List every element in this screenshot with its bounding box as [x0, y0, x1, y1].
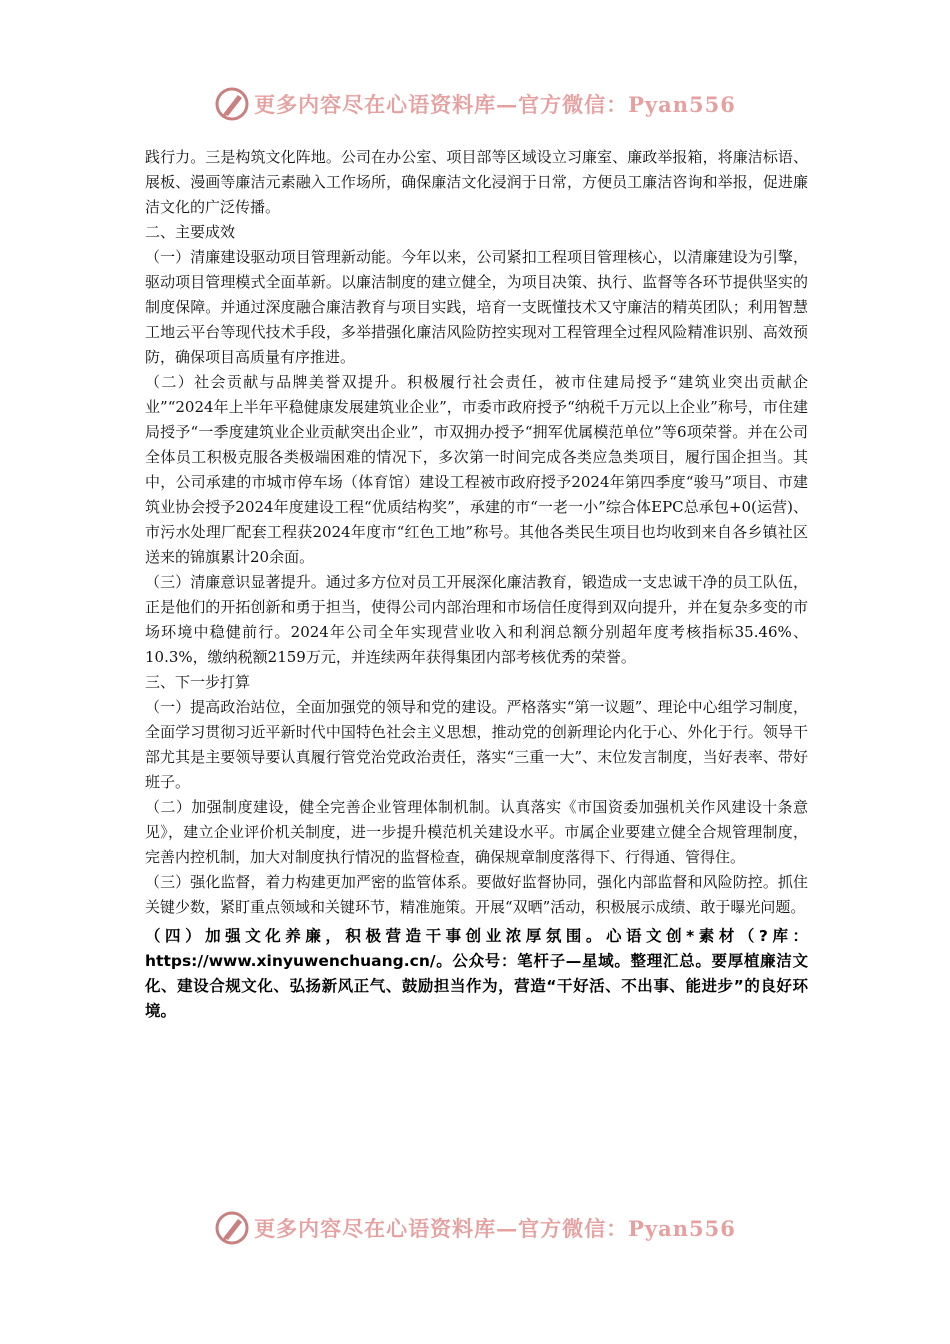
- watermark-text: 更多内容尽在心语资料库—官方微信：Pyan556: [254, 1216, 736, 1241]
- paragraph-bold: （四）加强文化养廉，积极营造干事创业浓厚氛围。心语文创*素材（?库：https://www.xinyuwenchuang.cn/。公众号：笔杆子—星域。整理汇总。要厚植廉洁文化、建设合规文化、弘扬新风正气、鼓励担当作为，营造“干好活、不出事、能进步”的良好环境。: [145, 927, 808, 1020]
- paragraph: （一）清廉建设驱动项目管理新动能。今年以来，公司紧扣工程项目管理核心，以清廉建设为引擎，驱动项目管理模式全面革新。以廉洁制度的建立健全，为项目决策、执行、监督等各环节提供坚实的制度保障。并通过深度融合廉洁教育与项目实践，培育一支既懂技术又守廉洁的精英团队；利用智慧工地云平台等现代技术手段，多举措强化廉洁风险防控实现对工程管理全过程风险精准识别、高效预防，确保项目高质量有序推进。: [145, 248, 808, 366]
- paragraph: 践行力。三是构筑文化阵地。公司在办公室、项目部等区域设立习廉室、廉政举报箱，将廉洁标语、展板、漫画等廉洁元素融入工作场所，确保廉洁文化浸润于日常，方便员工廉洁咨询和举报，促进廉洁文化的广泛传播。: [145, 148, 808, 216]
- paragraph: （二）社会贡献与品牌美誉双提升。积极履行社会责任，被市住建局授予“建筑业突出贡献企业”“2024年上半年平稳健康发展建筑业企业”，市委市政府授予“纳税千万元以上企业”称号，市住建局授予“一季度建筑业企业贡献突出企业”，市双拥办授予“拥军优属模范单位”等6项荣誉。并在公司全体员工积极克服各类极端困难的情况下，多次第一时间完成各类应急类项目，履行国企担当。其中，公司承建的市城市停车场（体育馆）建设工程被市政府授予2024年第四季度“骏马”项目、市建筑业协会授予2024年度建设工程“优质结构奖”，承建的市“一老一小”综合体EPC总承包+0(运营)、市污水处理厂配套工程获2024年度市“红色工地”称号。其他各类民生项目也均收到来自各乡镇社区送来的锦旗累计20余面。: [145, 373, 808, 566]
- watermark-text: 更多内容尽在心语资料库—官方微信：Pyan556: [254, 92, 736, 117]
- paragraph: （三）清廉意识显著提升。通过多方位对员工开展深化廉洁教育，锻造成一支忠诚干净的员工队伍，正是他们的开拓创新和勇于担当，使得公司内部治理和市场信任度得到双向提升，并在复杂多变的市场环境中稳健前行。2024年公司全年实现营业收入和利润总额分别超年度考核指标35.46%、10.3%，缴纳税额2159万元，并连续两年获得集团内部考核优秀的荣誉。: [145, 573, 808, 666]
- section-heading: 三、下一步打算: [145, 673, 251, 691]
- paragraph: （三）强化监督，着力构建更加严密的监管体系。要做好监督协同，强化内部监督和风险防控。抓住关键少数，紧盯重点领域和关键环节，精准施策。开展“双晒”活动，积极展示成绩、敢于曝光问题。: [145, 873, 808, 916]
- footer-watermark-banner: [0, 1206, 950, 1250]
- pen-circle-logo-icon: [214, 1210, 250, 1246]
- header-watermark-banner: [0, 82, 950, 126]
- pen-circle-logo-icon: [214, 86, 250, 122]
- section-heading: 二、主要成效: [145, 223, 236, 241]
- document-body: [145, 145, 808, 1024]
- paragraph: （一）提高政治站位，全面加强党的领导和党的建设。严格落实“第一议题”、理论中心组学习制度，全面学习贯彻习近平新时代中国特色社会主义思想，推动党的创新理论内化于心、外化于行。领导干部尤其是主要领导要认真履行管党治党政治责任，落实“三重一大”、末位发言制度，当好表率、带好班子。: [145, 698, 808, 791]
- paragraph: （二）加强制度建设，健全完善企业管理体制机制。认真落实《市国资委加强机关作风建设十条意见》，建立企业评价机关制度，进一步提升模范机关建设水平。市属企业要建立健全合规管理制度，完善内控机制，加大对制度执行情况的监督检查，确保规章制度落得下、行得通、管得住。: [145, 798, 808, 866]
